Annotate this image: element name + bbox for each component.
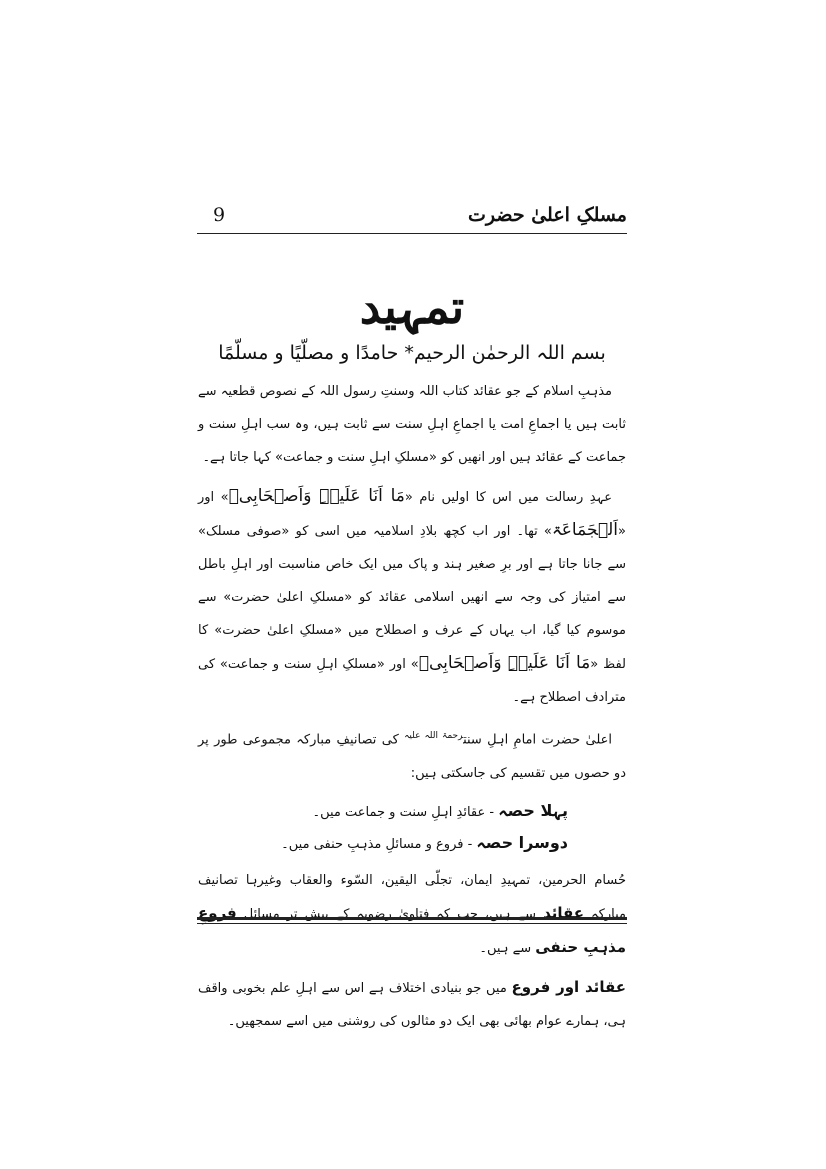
- paragraph-4-strong-1: عقائد: [543, 903, 585, 922]
- arabic-phrase-2: اَلۡجَمَاعَۃ: [551, 520, 619, 541]
- page-title: تمہید: [359, 280, 465, 334]
- paragraph-4-text-a: حُسام الحرمین، تمہیدِ ایمان، تجلّی الیقین، السّوء والعقاب وغیرہا تصانیف مبارکہ: [198, 872, 626, 922]
- paragraph-3: [198, 720, 626, 789]
- paragraph-2-text-a: عہدِ رسالت میں اس کا اولیں نام «: [404, 490, 612, 506]
- list-item-2-text: - فروع و مسائلِ مذہبِ حنفی میں۔: [281, 836, 477, 852]
- paragraph-4: [198, 864, 626, 965]
- list-item-2: [198, 828, 568, 860]
- list-item-1: [198, 796, 568, 828]
- list-item-1-text: - عقائدِ اہلِ سنت و جماعت میں۔: [312, 804, 499, 820]
- paragraph-2-text-d: » اور «مسلکِ اہلِ سنت و جماعت» کی مترادف اصطلاح ہے۔: [198, 657, 626, 706]
- arabic-phrase-3: مَا اَنَا عَلَیۡہِ وَاَصۡحَابِیۡ: [418, 653, 591, 674]
- paragraph-2: [198, 480, 626, 714]
- honorific-mark: رحمۃ اللہ علیہ: [404, 731, 464, 742]
- paragraph-1: مذہبِ اسلام کے جو عقائد کتاب اللہ وسنتِ رسول اللہ کے نصوص قطعیہ سے ثابت ہیں یا اجماعِ امت یا اجماعِ اہلِ سنت سے ثابت ہیں، وہ سب اہلِ سنت و جماعت کے عقائد ہیں اور انھیں کو «مسلکِ اہلِ سنت و جماعت» کہا جاتا ہے۔: [198, 384, 626, 466]
- paragraph-2-text-b: » اور «: [198, 490, 626, 540]
- paragraph-2-text-c: » تھا۔ اور اب کچھ بلادِ اسلامیہ میں اسی کو «صوفی مسلک» سے جانا جاتا ہے اور برِ صغیر ہند و پاک میں ایک خاص مناسبت اور اہلِ باطل سے امتیاز کی وجہ سے انھیں اسلامی عقائد کو «مسلکِ اعلیٰ حضرت» سے موسوم کیا گیا، اب یہاں کے عرف و اصطلاح میں «مسلکِ اعلیٰ حضرت» کا لفظ «: [198, 524, 626, 673]
- list-item-1-label: پہلا حصہ: [498, 800, 568, 820]
- running-title: مسلکِ اعلیٰ حضرت: [468, 204, 627, 226]
- arabic-phrase-1: مَا اَنَا عَلَیۡہِ وَاَصۡحَابِیۡ: [228, 486, 405, 507]
- page-number: 9: [213, 204, 226, 226]
- paragraph-5-strong-1: عقائد اور فروع: [511, 977, 626, 996]
- footer-rule-thick: [197, 917, 627, 920]
- paragraph-3-text-b: کی تصانیفِ مبارکہ مجموعی طور پر دو حصوں میں تقسیم کی جاسکتی ہیں:: [198, 732, 626, 781]
- basmala: بسم اللہ الرحمٰن الرحیم* حامدًا و مصلّیًا و مسلّمًا: [218, 342, 606, 365]
- paragraph-3-text-a: اعلیٰ حضرت امامِ اہلِ سنت: [463, 732, 613, 748]
- page-content: [198, 280, 626, 1044]
- paragraph-5: [198, 971, 626, 1038]
- paragraph-4-strong-2: فروعِ مذہبِ حنفی: [198, 903, 626, 956]
- paragraph-5-text-a: میں جو بنیادی اختلاف ہے اس سے اہلِ علم بخوبی واقف ہی، ہمارے عوام بھائی بھی ایک دو مثالوں کی روشنی میں اسے سمجھیں۔: [198, 980, 626, 1029]
- list-item-2-label: دوسرا حصہ: [476, 832, 568, 852]
- page-header: [197, 198, 627, 232]
- header-rule: [197, 233, 627, 234]
- footer-rule-thin: [197, 923, 627, 924]
- paragraph-4-text-b: سے ہیں، جب کہ فتاویٰ رضویہ کے بیش تر مسائل: [236, 906, 544, 922]
- paragraph-4-text-c: سے ہیں۔: [479, 940, 536, 956]
